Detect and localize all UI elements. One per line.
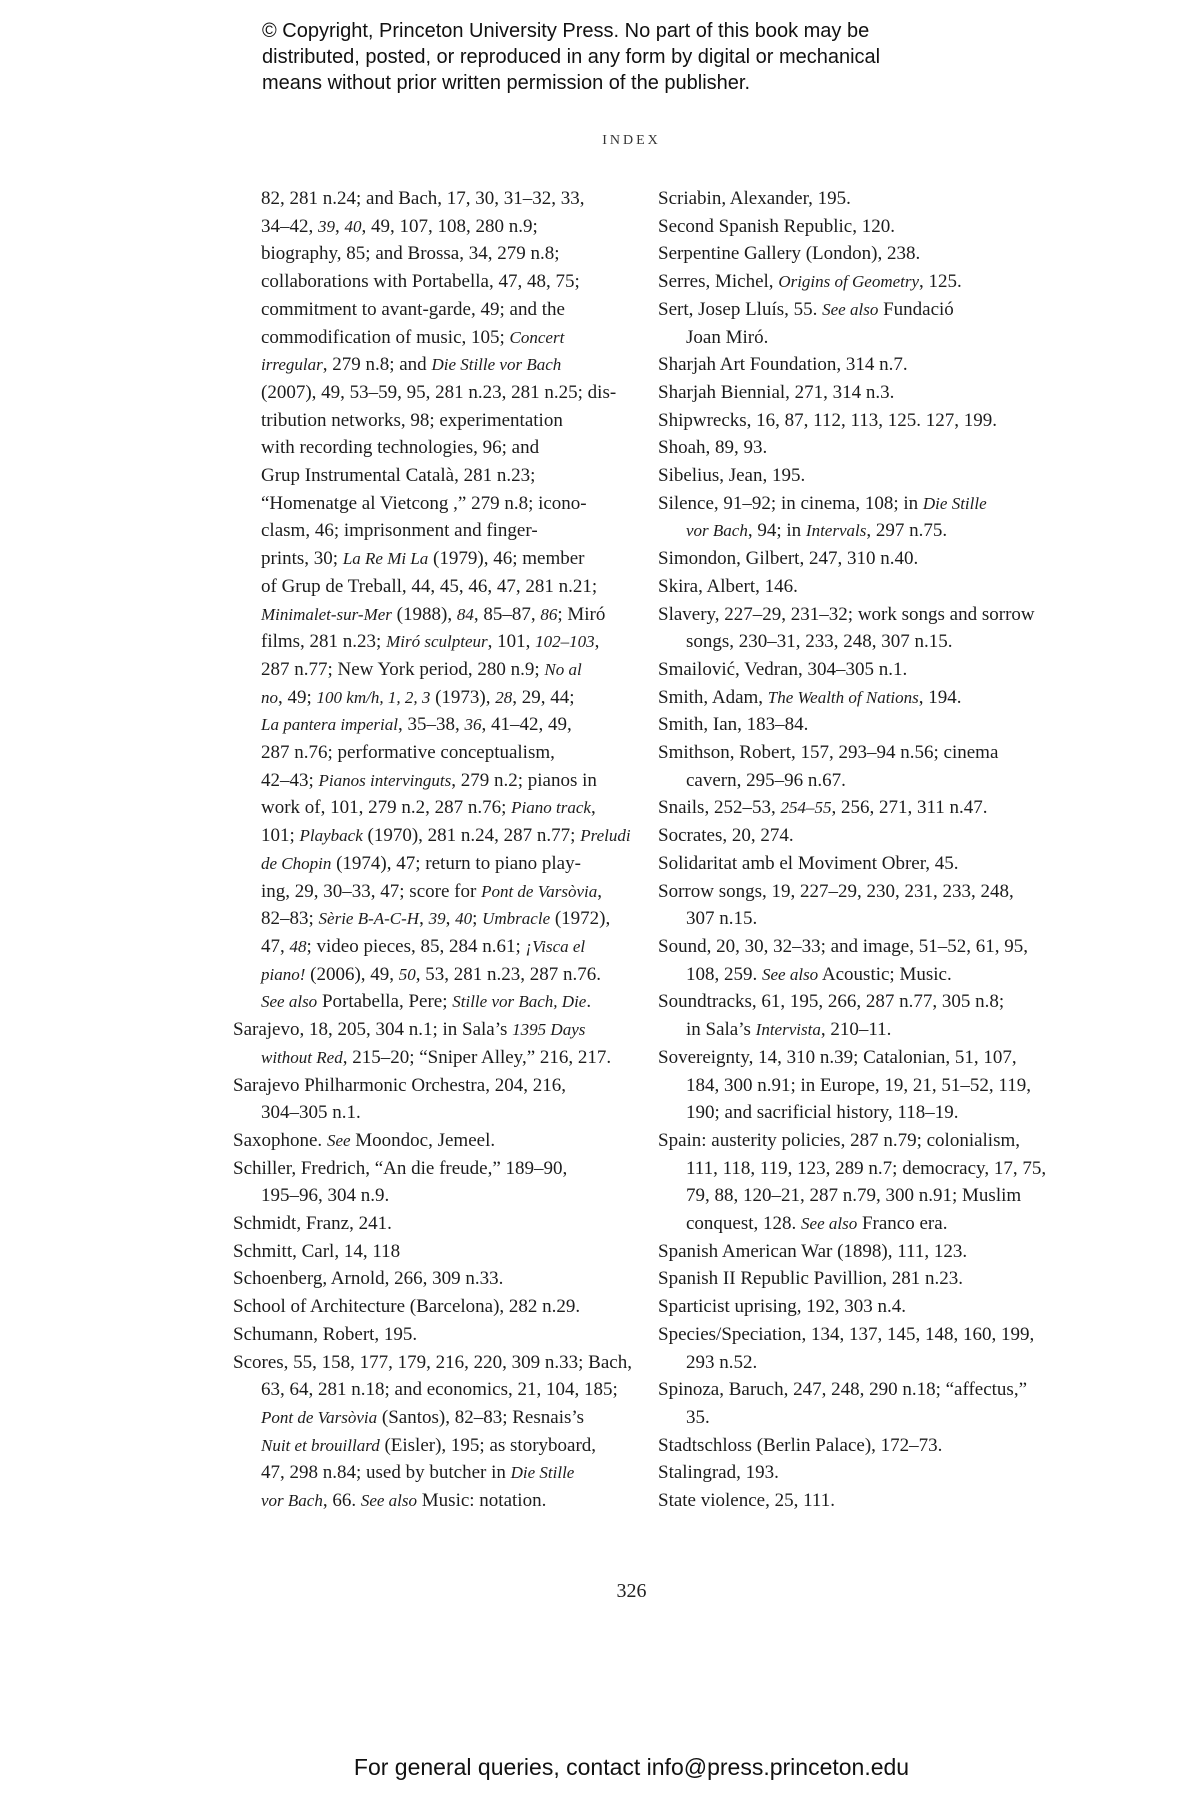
index-text: , 94; in bbox=[747, 520, 806, 542]
italic-text: 39 bbox=[428, 909, 446, 929]
index-text: work of, 101, 279 n.2, 287 n.76; bbox=[261, 797, 512, 819]
index-text: Scores, 55, 158, 177, 179, 216, 220, 309 n.33; Bach, bbox=[233, 1351, 632, 1373]
italic-text: The Wealth of Nations bbox=[767, 687, 919, 707]
index-text: , 256, 271, 311 n.47. bbox=[831, 797, 988, 819]
index-text: songs, 230–31, 233, 248, 307 n.15. bbox=[686, 631, 953, 653]
index-line bbox=[658, 1265, 1058, 1293]
index-text: , 41–42, 49, bbox=[481, 714, 572, 736]
index-text: , 125. bbox=[919, 271, 962, 293]
index-text: 304–305 n.1. bbox=[261, 1102, 361, 1124]
index-column-left bbox=[233, 185, 632, 1515]
index-line bbox=[658, 1210, 1058, 1238]
index-text: ; Miró bbox=[557, 603, 606, 625]
index-line bbox=[233, 240, 616, 268]
index-text: Sert, Josep Lluís, 55. bbox=[658, 298, 823, 320]
italic-text: piano! bbox=[261, 964, 306, 984]
index-line bbox=[658, 684, 1058, 712]
index-line bbox=[658, 656, 1058, 684]
index-line bbox=[233, 1293, 616, 1321]
index-line bbox=[658, 628, 1058, 656]
italic-text: Pianos intervinguts bbox=[318, 770, 452, 790]
index-text: Scriabin, Alexander, 195. bbox=[658, 188, 851, 209]
index-line bbox=[233, 434, 616, 462]
running-head: INDEX bbox=[602, 133, 661, 148]
index-text: Schmidt, Franz, 241. bbox=[233, 1213, 392, 1235]
italic-text: Die Stille vor Bach bbox=[431, 355, 562, 375]
index-text: 63, 64, 281 n.18; and economics, 21, 104, 185; bbox=[261, 1379, 618, 1401]
index-text: , 279 n.2; pianos in bbox=[451, 769, 597, 791]
index-line bbox=[658, 517, 1058, 545]
index-text: Sharjah Art Foundation, 314 n.7. bbox=[658, 354, 908, 376]
italic-text: Die Stille bbox=[922, 493, 987, 513]
index-text: commodification of music, 105; bbox=[261, 326, 510, 348]
index-line bbox=[658, 213, 1058, 241]
index-text: (1988), bbox=[391, 603, 457, 625]
index-text: Spinoza, Baruch, 247, 248, 290 n.18; “affectus,” bbox=[658, 1379, 1028, 1401]
index-line bbox=[233, 462, 616, 490]
index-text: Skira, Albert, 146. bbox=[658, 575, 798, 597]
copyright-line: means without prior written permission of the publisher. bbox=[262, 72, 751, 94]
italic-text: See also bbox=[801, 1214, 858, 1234]
index-line bbox=[233, 296, 616, 324]
index-line bbox=[658, 1127, 1058, 1155]
index-text: (Santos), 82–83; Resnais’s bbox=[377, 1406, 585, 1428]
italic-text: 40 bbox=[344, 216, 362, 236]
index-text: Fundació bbox=[878, 298, 954, 320]
index-line bbox=[658, 573, 1058, 601]
index-text: , bbox=[335, 215, 345, 237]
index-text: Sharjah Biennial, 271, 314 n.3. bbox=[658, 381, 895, 403]
italic-text: Minimalet-sur-Mer bbox=[261, 604, 392, 624]
index-text: Smailović, Vedran, 304–305 n.1. bbox=[658, 658, 908, 680]
italic-text: ¡Visca el bbox=[525, 936, 586, 956]
index-line bbox=[658, 1044, 1058, 1072]
index-text: 287 n.77; New York period, 280 n.9; bbox=[261, 658, 545, 680]
index-line bbox=[658, 545, 1058, 573]
index-text: , 194. bbox=[918, 686, 962, 708]
index-text: Sarajevo, 18, 205, 304 n.1; in Sala’s bbox=[233, 1019, 513, 1041]
index-text: biography, 85; and Brossa, 34, 279 n.8; bbox=[261, 243, 560, 265]
index-text: Moondoc, Jemeel. bbox=[350, 1129, 496, 1151]
index-line bbox=[233, 213, 616, 241]
index-line bbox=[233, 268, 616, 296]
index-text: tribution networks, 98; experimentation bbox=[261, 409, 563, 431]
italic-text: Umbracle bbox=[482, 909, 551, 929]
index-line bbox=[233, 933, 616, 961]
index-text: , 49; bbox=[278, 686, 317, 708]
index-line bbox=[233, 1459, 616, 1487]
index-text: , 49, 107, 108, 280 n.9; bbox=[361, 215, 538, 237]
index-text: 111, 118, 119, 123, 289 n.7; democracy, 17, 75, bbox=[686, 1157, 1047, 1179]
italic-text: 1395 Days bbox=[512, 1020, 586, 1040]
index-line bbox=[233, 628, 616, 656]
index-line bbox=[233, 684, 616, 712]
index-text: . bbox=[586, 991, 592, 1013]
index-text: Spanish II Republic Pavillion, 281 n.23. bbox=[658, 1268, 964, 1290]
index-text: Schumann, Robert, 195. bbox=[233, 1323, 418, 1345]
index-line bbox=[233, 739, 616, 767]
index-line bbox=[658, 490, 1058, 518]
page-number: 326 bbox=[616, 1580, 647, 1602]
index-text: commitment to avant-garde, 49; and the bbox=[261, 298, 565, 320]
index-text: (1979), 46; member bbox=[428, 548, 585, 570]
index-text: Spanish American War (1898), 111, 123. bbox=[658, 1240, 968, 1262]
index-text: Solidaritat amb el Moviment Obrer, 45. bbox=[658, 852, 959, 874]
index-text: State violence, 25, 111. bbox=[658, 1490, 835, 1512]
index-text: Music: notation. bbox=[417, 1490, 547, 1512]
index-text: Serres, Michel, bbox=[658, 271, 779, 293]
index-line bbox=[658, 240, 1058, 268]
index-line bbox=[658, 767, 1058, 795]
index-text: in Sala’s bbox=[686, 1019, 756, 1041]
index-text: 287 n.76; performative conceptualism, bbox=[261, 742, 555, 764]
index-text: 42–43; bbox=[261, 769, 319, 791]
index-text: (Eisler), 195; as storyboard, bbox=[379, 1434, 597, 1456]
index-line bbox=[658, 961, 1058, 989]
index-line bbox=[658, 462, 1058, 490]
italic-text: Sèrie B-A-C-H bbox=[318, 909, 420, 929]
index-text: Schmitt, Carl, 14, 118 bbox=[233, 1240, 401, 1262]
index-text: 184, 300 n.91; in Europe, 19, 21, 51–52, 119, bbox=[686, 1074, 1031, 1096]
index-line bbox=[658, 1487, 1058, 1515]
index-line bbox=[233, 1210, 616, 1238]
index-line bbox=[658, 905, 1058, 933]
index-line bbox=[658, 1016, 1058, 1044]
index-text: Shoah, 89, 93. bbox=[658, 437, 768, 459]
index-line bbox=[658, 794, 1058, 822]
italic-text: Pont de Varsòvia bbox=[481, 881, 598, 901]
index-line bbox=[233, 1265, 616, 1293]
italic-text: See also bbox=[822, 299, 879, 319]
index-line bbox=[658, 850, 1058, 878]
index-line bbox=[658, 739, 1058, 767]
italic-text: La pantera imperial bbox=[261, 715, 398, 735]
index-text: 79, 88, 120–21, 287 n.79, 300 n.91; Muslim bbox=[686, 1185, 1022, 1207]
index-line bbox=[233, 1127, 616, 1155]
index-line bbox=[233, 767, 616, 795]
italic-text: without Red bbox=[261, 1047, 343, 1067]
index-text: 101; bbox=[261, 825, 300, 847]
index-line bbox=[233, 656, 616, 684]
index-line bbox=[658, 1072, 1058, 1100]
index-text: 34–42, bbox=[261, 215, 318, 237]
index-text: ; bbox=[472, 908, 483, 930]
index-text: Spain: austerity policies, 287 n.79; colonialism, bbox=[658, 1129, 1021, 1151]
index-line bbox=[658, 822, 1058, 850]
index-line bbox=[233, 1349, 632, 1377]
italic-text: 28 bbox=[495, 687, 513, 707]
index-text: , 279 n.8; and bbox=[322, 354, 432, 376]
index-text: 82, 281 n.24; and Bach, 17, 30, 31–32, 33, bbox=[261, 188, 585, 209]
index-line bbox=[233, 905, 616, 933]
index-text: (1973), bbox=[430, 686, 496, 708]
index-text: , bbox=[445, 908, 456, 930]
index-line bbox=[658, 351, 1058, 379]
index-line bbox=[658, 407, 1058, 435]
index-line bbox=[658, 878, 1058, 906]
index-line bbox=[233, 878, 616, 906]
index-line bbox=[233, 988, 616, 1016]
italic-text: See also bbox=[261, 992, 318, 1012]
index-line bbox=[233, 961, 616, 989]
italic-text: Intervals bbox=[805, 521, 867, 541]
index-text: Socrates, 20, 274. bbox=[658, 825, 794, 847]
index-line bbox=[233, 1238, 616, 1266]
index-text: Smith, Ian, 183–84. bbox=[658, 714, 809, 736]
index-text: cavern, 295–96 n.67. bbox=[686, 769, 846, 791]
index-line bbox=[658, 185, 1058, 213]
index-line bbox=[233, 1182, 616, 1210]
italic-text: no bbox=[261, 687, 278, 707]
italic-text: Intervista bbox=[755, 1020, 821, 1040]
italic-text: 100 km/h, 1, 2, 3 bbox=[316, 687, 431, 707]
index-text: Schiller, Fredrich, “An die freude,” 189–90, bbox=[233, 1157, 568, 1179]
index-line bbox=[233, 1072, 616, 1100]
italic-text: Miró sculpteur bbox=[386, 632, 488, 652]
index-text: , 35–38, bbox=[397, 714, 465, 736]
index-line bbox=[233, 545, 616, 573]
index-line bbox=[658, 1321, 1058, 1349]
index-line bbox=[658, 1459, 1058, 1487]
italic-text: 40 bbox=[455, 909, 473, 929]
index-text: , bbox=[590, 797, 596, 819]
italic-text: vor Bach bbox=[686, 521, 748, 541]
index-line bbox=[233, 1376, 616, 1404]
index-line bbox=[658, 1349, 1058, 1377]
index-text: 82–83; bbox=[261, 908, 319, 930]
italic-text: Nuit et brouillard bbox=[261, 1435, 380, 1455]
index-text: Smith, Adam, bbox=[658, 686, 768, 708]
index-text: Sarajevo Philharmonic Orchestra, 204, 216, bbox=[233, 1074, 566, 1096]
index-line bbox=[233, 1487, 616, 1515]
index-text: , 215–20; “Sniper Alley,” 216, 217. bbox=[342, 1046, 612, 1068]
index-line bbox=[233, 711, 616, 739]
index-text: conquest, 128. bbox=[686, 1213, 802, 1235]
index-text: prints, 30; bbox=[261, 548, 343, 570]
italic-text: No al bbox=[544, 659, 582, 679]
index-line bbox=[658, 1404, 1058, 1432]
index-text: Soundtracks, 61, 195, 266, 287 n.77, 305 n.8; bbox=[658, 991, 1005, 1013]
index-text: clasm, 46; imprisonment and finger- bbox=[261, 520, 538, 542]
index-text: Sovereignty, 14, 310 n.39; Catalonian, 51, 107, bbox=[658, 1046, 1017, 1068]
index-line bbox=[233, 517, 616, 545]
index-line bbox=[658, 1432, 1058, 1460]
index-text: , 101, bbox=[487, 631, 536, 653]
index-line bbox=[233, 490, 616, 518]
index-text: Smithson, Robert, 157, 293–94 n.56; cinema bbox=[658, 742, 999, 764]
index-text: Acoustic; Music. bbox=[818, 963, 952, 985]
index-line bbox=[233, 1016, 616, 1044]
index-line bbox=[233, 601, 616, 629]
copyright-line: distributed, posted, or reproduced in any form by digital or mechanical bbox=[262, 46, 881, 68]
index-line bbox=[658, 1155, 1058, 1183]
italic-text: Stille vor Bach, Die bbox=[452, 992, 587, 1012]
index-text: (1972), bbox=[550, 908, 611, 930]
index-line bbox=[658, 268, 1058, 296]
index-line bbox=[233, 185, 616, 213]
index-text: , 85–87, bbox=[473, 603, 541, 625]
index-line bbox=[658, 1099, 1058, 1127]
index-text: ; video pieces, 85, 284 n.61; bbox=[306, 935, 526, 957]
index-text: (2007), 49, 53–59, 95, 281 n.23, 281 n.25; dis- bbox=[261, 381, 617, 403]
index-text: Stadtschloss (Berlin Palace), 172–73. bbox=[658, 1434, 943, 1456]
index-text: Silence, 91–92; in cinema, 108; in bbox=[658, 492, 923, 514]
italic-text: 254–55 bbox=[780, 798, 832, 818]
italic-text: irregular bbox=[261, 355, 323, 375]
index-text: “Homenatge al Vietcong ,” 279 n.8; icono- bbox=[261, 492, 587, 514]
italic-text: 50 bbox=[398, 964, 416, 984]
index-text: , bbox=[419, 908, 429, 930]
index-text: , 66. bbox=[322, 1490, 361, 1512]
index-line bbox=[233, 573, 616, 601]
index-line bbox=[658, 933, 1058, 961]
index-line bbox=[658, 988, 1058, 1016]
index-line bbox=[658, 1293, 1058, 1321]
index-line bbox=[658, 1238, 1058, 1266]
index-text: (2006), 49, bbox=[305, 963, 399, 985]
index-text: , 210–11. bbox=[820, 1019, 892, 1041]
index-line bbox=[233, 379, 616, 407]
index-text: Slavery, 227–29, 231–32; work songs and sorrow bbox=[658, 603, 1035, 625]
italic-text: 102–103 bbox=[535, 632, 595, 652]
index-line bbox=[658, 379, 1058, 407]
index-line bbox=[658, 434, 1058, 462]
index-line bbox=[233, 822, 631, 850]
copyright-line: © Copyright, Princeton University Press. No part of this book may be bbox=[262, 20, 870, 42]
index-text: (1974), 47; return to piano play- bbox=[331, 852, 581, 874]
index-text: Sound, 20, 30, 32–33; and image, 51–52, 61, 95, bbox=[658, 935, 1028, 957]
index-text: Grup Instrumental Català, 281 n.23; bbox=[261, 465, 536, 487]
index-text: Stalingrad, 193. bbox=[658, 1462, 779, 1484]
italic-text: 84 bbox=[456, 604, 474, 624]
italic-text: Playback bbox=[299, 826, 363, 846]
index-line bbox=[658, 1182, 1058, 1210]
index-text: Snails, 252–53, bbox=[658, 797, 781, 819]
index-text: , 297 n.75. bbox=[866, 520, 948, 542]
index-text: 47, bbox=[261, 935, 290, 957]
italic-text: Concert bbox=[509, 327, 565, 347]
index-line bbox=[658, 296, 1058, 324]
index-text: 293 n.52. bbox=[686, 1351, 758, 1373]
italic-text: 48 bbox=[289, 936, 307, 956]
index-text: , 29, 44; bbox=[512, 686, 575, 708]
index-line bbox=[233, 1155, 616, 1183]
italic-text: See also bbox=[762, 964, 819, 984]
index-line bbox=[233, 324, 616, 352]
italic-text: La Re Mi La bbox=[342, 549, 429, 569]
copyright-notice bbox=[262, 18, 982, 96]
index-text: collaborations with Portabella, 47, 48, 75; bbox=[261, 271, 580, 293]
index-text: 307 n.15. bbox=[686, 908, 758, 930]
index-line bbox=[233, 850, 616, 878]
index-text: Saxophone. bbox=[233, 1129, 327, 1151]
index-line bbox=[658, 324, 1058, 352]
index-text: Serpentine Gallery (London), 238. bbox=[658, 243, 921, 265]
index-line bbox=[658, 1376, 1058, 1404]
index-text: films, 281 n.23; bbox=[261, 631, 387, 653]
index-text: Simondon, Gilbert, 247, 310 n.40. bbox=[658, 548, 919, 570]
index-line bbox=[233, 407, 616, 435]
italic-text: 39 bbox=[318, 216, 335, 236]
index-text: Sparticist uprising, 192, 303 n.4. bbox=[658, 1296, 907, 1318]
index-text: Schoenberg, Arnold, 266, 309 n.33. bbox=[233, 1268, 504, 1290]
index-text: with recording technologies, 96; and bbox=[261, 437, 540, 459]
footer-contact: For general queries, contact info@press.princeton.edu bbox=[353, 1754, 910, 1780]
index-text: 195–96, 304 n.9. bbox=[261, 1185, 390, 1207]
italic-text: 86 bbox=[540, 604, 558, 624]
italic-text: Piano track bbox=[511, 798, 591, 818]
index-text: School of Architecture (Barcelona), 282 n.29. bbox=[233, 1296, 581, 1318]
index-text: Portabella, Pere; bbox=[317, 991, 453, 1013]
index-text: (1970), 281 n.24, 287 n.77; bbox=[362, 825, 581, 847]
index-text: 47, 298 n.84; used by butcher in bbox=[261, 1462, 511, 1484]
index-text: , bbox=[594, 631, 600, 653]
italic-text: Die Stille bbox=[510, 1463, 575, 1483]
index-text: , 53, 281 n.23, 287 n.76. bbox=[415, 963, 602, 985]
index-text: Shipwrecks, 16, 87, 112, 113, 125. 127, 199. bbox=[658, 409, 997, 431]
italic-text: 36 bbox=[464, 715, 482, 735]
index-text: 108, 259. bbox=[686, 963, 762, 985]
index-text: Franco era. bbox=[857, 1213, 948, 1235]
italic-text: Origins of Geometry bbox=[778, 272, 920, 292]
index-text: Sorrow songs, 19, 227–29, 230, 231, 233, 248, bbox=[658, 880, 1014, 902]
index-column-right bbox=[658, 185, 1058, 1515]
index-text: Second Spanish Republic, 120. bbox=[658, 215, 895, 237]
index-text: 35. bbox=[686, 1406, 710, 1428]
index-line bbox=[233, 1404, 616, 1432]
italic-text: de Chopin bbox=[261, 853, 332, 873]
index-text: ing, 29, 30–33, 47; score for bbox=[261, 880, 482, 902]
index-text: Sibelius, Jean, 195. bbox=[658, 465, 806, 487]
index-text: , bbox=[597, 880, 602, 902]
italic-text: vor Bach bbox=[261, 1491, 323, 1511]
index-line bbox=[233, 351, 616, 379]
italic-text: See bbox=[326, 1130, 351, 1150]
index-line bbox=[658, 601, 1058, 629]
index-text: 190; and sacrificial history, 118–19. bbox=[686, 1102, 959, 1124]
index-line bbox=[233, 1321, 616, 1349]
index-text: Joan Miró. bbox=[686, 326, 769, 348]
italic-text: See also bbox=[360, 1491, 418, 1511]
index-line bbox=[233, 1099, 616, 1127]
index-line bbox=[233, 1044, 616, 1072]
index-text: of Grup de Treball, 44, 45, 46, 47, 281 n.21; bbox=[261, 575, 598, 597]
italic-text: Preludi bbox=[580, 826, 631, 846]
index-line bbox=[233, 1432, 616, 1460]
index-line bbox=[233, 794, 616, 822]
index-text: Species/Speciation, 134, 137, 145, 148, 160, 199, bbox=[658, 1323, 1035, 1345]
italic-text: Pont de Varsòvia bbox=[261, 1407, 378, 1427]
index-line bbox=[658, 711, 1058, 739]
